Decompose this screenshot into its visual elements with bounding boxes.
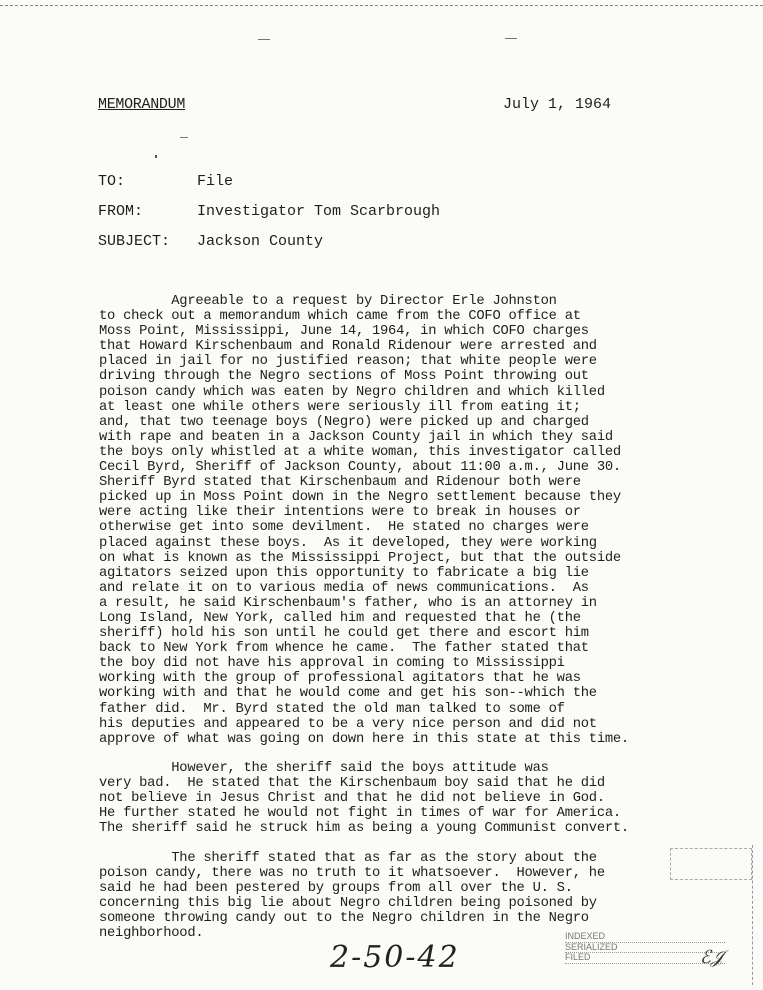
subject-value: Jackson County bbox=[197, 233, 324, 250]
faded-stamp bbox=[670, 848, 752, 880]
subject-label: SUBJECT: bbox=[98, 233, 171, 250]
to-label: TO: bbox=[98, 173, 126, 190]
stamp-border bbox=[752, 845, 753, 985]
stamp-serialized: SERIALIZED bbox=[565, 943, 725, 954]
handwritten-initials: ℰ𝒥 bbox=[700, 947, 724, 968]
page-mark bbox=[180, 137, 188, 138]
body-paragraph-1: Agreeable to a request by Director Erle Johnston to check out a memorandum which came from the COFO office at Moss Point, Mississippi, June 14, 1964, in which COFO charges that Howard Kirschenbaum and Ronald Ridenour were arrested and placed in jail for no justified reason; that white people were driving through the Negro sections of Moss Point throwing out poison candy which was eaten by Negro children and which killed at least one while others were seriously ill from eating it; and, that two teenage boys (Negro) were picked up and charged with rape and beaten in a Jackson County jail in which they said the boys only whistled at a white woman, this investigator called Cecil Byrd, Sheriff of Jackson County, about 11:00 a.m., June 30. Sheriff Byrd stated that Kirschenbaum and Ridenour both were picked up in Moss Point down in the Negro settlement because they were acting like their intentions were to break in houses or otherwise get into some devilment. He stated no charges were placed against these boys. As it developed, they were working on what is known as the Mississippi Project, but that the outside agitators seized upon this opportunity to fabricate a big lie and relate it on to various media of news communications. As a result, he said Kirschenbaum's father, who is an attorney in Long Island, New York, called him and requested that he (the sheriff) hold his son until he could get there and escort him back to New York from whence he came. The father stated that the boy did not have his approval in coming to Mississippi working with the group of professional agitators that he was working with and that he would come and get his son--which the father did. Mr. Byrd stated the old man talked to some of his deputies and appeared to be a very nice person and did not approve of what was going on down here in this state at this time. bbox=[99, 294, 629, 747]
stamp-filed: FILED bbox=[565, 953, 725, 964]
from-value: Investigator Tom Scarbrough bbox=[197, 203, 441, 220]
page-mark bbox=[505, 38, 517, 39]
memo-title: MEMORANDUM bbox=[98, 96, 186, 113]
body-paragraph-3: The sheriff stated that as far as the story about the poison candy, there was no truth to it whatsoever. However, he said he had been pestered by groups from all over the U. S. concerning this big lie about Negro children being poisoned by someone throwing candy out to the Negro children in the Negro neighborhood. bbox=[99, 851, 605, 942]
stamp-indexed: INDEXED bbox=[565, 932, 725, 943]
page-mark bbox=[155, 155, 157, 158]
body-paragraph-2: However, the sheriff said the boys attitude was very bad. He stated that the Kirschenbaum boy said that he did not believe in Jesus Christ and that he did not believe in God. He further stated he would not fight in times of war for America. The sheriff said he struck him as being a young Communist convert. bbox=[99, 761, 629, 837]
memo-date: July 1, 1964 bbox=[503, 96, 612, 113]
to-value: File bbox=[197, 173, 234, 190]
from-label: FROM: bbox=[98, 203, 144, 220]
page-mark bbox=[258, 39, 270, 40]
top-edge-rule bbox=[0, 5, 763, 6]
handwritten-file-number: 2-50-42 bbox=[330, 940, 460, 975]
